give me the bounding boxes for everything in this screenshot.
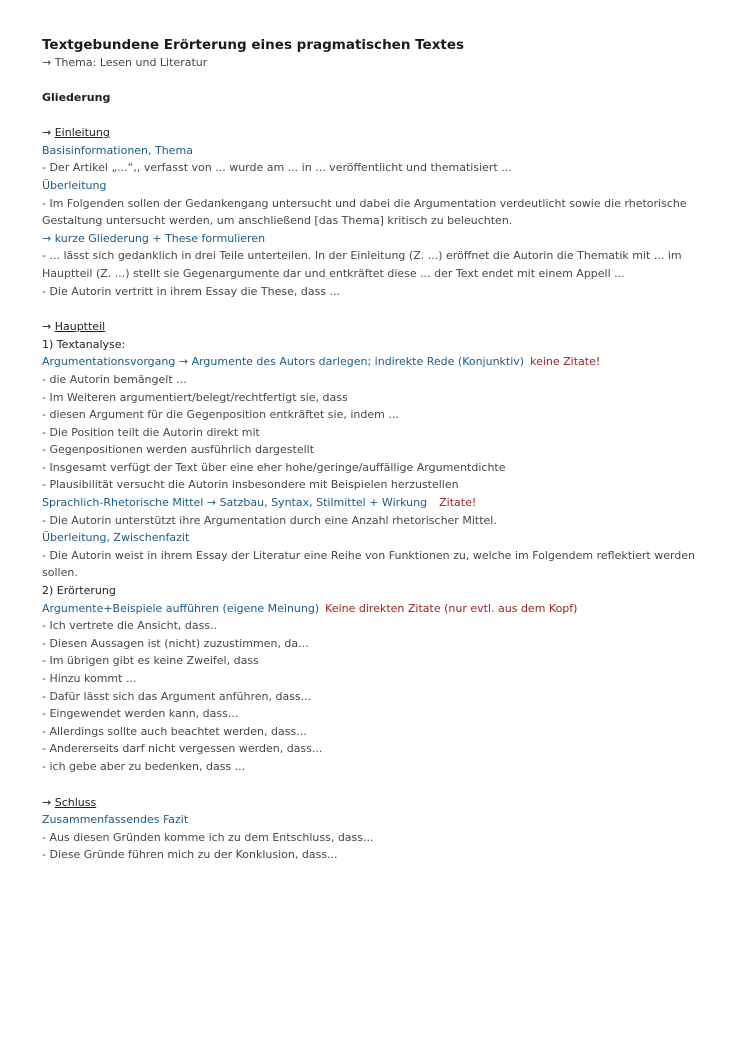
eroerterung-row: [42, 600, 710, 618]
ueberleitung-text: - Im Folgenden sollen der Gedankengang untersucht und dabei die Argumentation verdeutlicht sowie die rhetorische Gestaltung untersucht werden, um anschließend [das Thema] kritisch zu beleuchten.: [42, 196, 687, 228]
arrow-right-icon: →: [42, 795, 52, 809]
basis-heading: Basisinformationen, Thema: [42, 143, 193, 157]
basis-line: - Der Artikel „...“,, verfasst von ... wurde am ... in ... veröffentlicht und thematisiert ...: [42, 161, 512, 175]
section-hauptteil: [42, 318, 710, 336]
hauptteil-heading: Hauptteil: [54, 320, 106, 334]
list-item: - Allerdings sollte auch beachtet werden, dass...: [42, 724, 307, 738]
zwischenfazit-heading: Überleitung, Zwischenfazit: [42, 531, 190, 545]
list-item: - Eingewendet werden kann, dass...: [42, 707, 239, 721]
fazit-heading: Zusammenfassendes Fazit: [42, 813, 189, 827]
list-item: - Hinzu kommt ...: [42, 672, 137, 685]
document-subtitle: → Thema: Lesen und Literatur: [42, 56, 208, 69]
sprachlich-note: Zitate!: [439, 496, 477, 510]
einleitung-heading: Einleitung: [54, 126, 110, 140]
argumentation-heading: Argumentationsvorgang → Argumente des Autors darlegen; indirekte Rede (Konjunktiv): [42, 355, 525, 369]
eroerterung-sub: Argumente+Beispiele aufführen (eigene Meinung): [42, 601, 320, 615]
argumentation-list: [42, 371, 710, 494]
section-schluss: [42, 794, 710, 812]
gliederung-heading: → kurze Gliederung + These formulieren: [42, 231, 266, 245]
textanalyse-heading: 1) Textanalyse:: [42, 337, 126, 351]
list-item: - ich gebe aber zu bedenken, dass ...: [42, 759, 246, 773]
eroerterung-heading: 2) Erörterung: [42, 584, 116, 598]
section-einleitung: [42, 124, 710, 142]
list-item: - Gegenpositionen werden ausführlich dargestellt: [42, 443, 315, 457]
argumentation-row: [42, 353, 710, 371]
list-item: - Dafür lässt sich das Argument anführen, dass...: [42, 689, 312, 703]
list-item: - Diesen Aussagen ist (nicht) zuzustimmen, da...: [42, 636, 309, 650]
list-item: - Aus diesen Gründen komme ich zu dem Entschluss, dass...: [42, 830, 374, 844]
list-item: - die Autorin bemängelt ...: [42, 372, 187, 386]
argumentation-note: keine Zitate!: [530, 355, 601, 369]
list-item: - Andererseits darf nicht vergessen werden, dass...: [42, 742, 323, 756]
zwischenfazit-text: - Die Autorin weist in ihrem Essay der Literatur eine Reihe von Funktionen zu, welche im Folgendem reflektiert werden sollen.: [42, 548, 696, 580]
sprachlich-row: [42, 494, 710, 512]
these-line: - Die Autorin vertritt in ihrem Essay die These, dass ...: [42, 284, 341, 298]
document-title: Textgebundene Erörterung eines pragmatischen Textes: [42, 37, 465, 53]
list-item: - Im übrigen gibt es keine Zweifel, dass: [42, 654, 259, 668]
eroerterung-list: [42, 617, 710, 775]
sprachlich-line: - Die Autorin unterstützt ihre Argumentation durch eine Anzahl rhetorischer Mittel.: [42, 513, 497, 527]
schluss-heading: Schluss: [54, 795, 97, 809]
gliederung-text: - ... lässt sich gedanklich in drei Teile unterteilen. In der Einleitung (Z. ...) eröffnet die Autorin die Thematik mit ... im Hauptteil (Z. ...) stellt sie Gegenargumente dar und entkräftet diese ... der Text endet mit einem Appell ...: [42, 249, 682, 280]
arrow-right-icon: →: [42, 320, 52, 334]
sprachlich-heading: Sprachlich-Rhetorische Mittel → Satzbau, Syntax, Stilmittel + Wirkung: [42, 496, 428, 510]
list-item: - Ich vertrete die Ansicht, dass..: [42, 619, 218, 633]
ueberleitung-heading: Überleitung: [42, 178, 107, 192]
arrow-right-icon: →: [42, 126, 52, 140]
eroerterung-note: Keine direkten Zitate (nur evtl. aus dem Kopf): [325, 601, 578, 615]
list-item: - Diese Gründe führen mich zu der Konklusion, dass...: [42, 848, 338, 862]
list-item: - diesen Argument für die Gegenposition entkräftet sie, indem ...: [42, 408, 399, 422]
list-item: - Insgesamt verfügt der Text über eine eher hohe/geringe/auffällige Argumentdichte: [42, 460, 506, 474]
outline-heading: Gliederung: [42, 90, 111, 104]
list-item: - Im Weiteren argumentiert/belegt/rechtfertigt sie, dass: [42, 390, 348, 404]
list-item: - Die Position teilt die Autorin direkt mit: [42, 425, 260, 439]
list-item: - Plausibilität versucht die Autorin insbesondere mit Beispielen herzustellen: [42, 478, 459, 492]
